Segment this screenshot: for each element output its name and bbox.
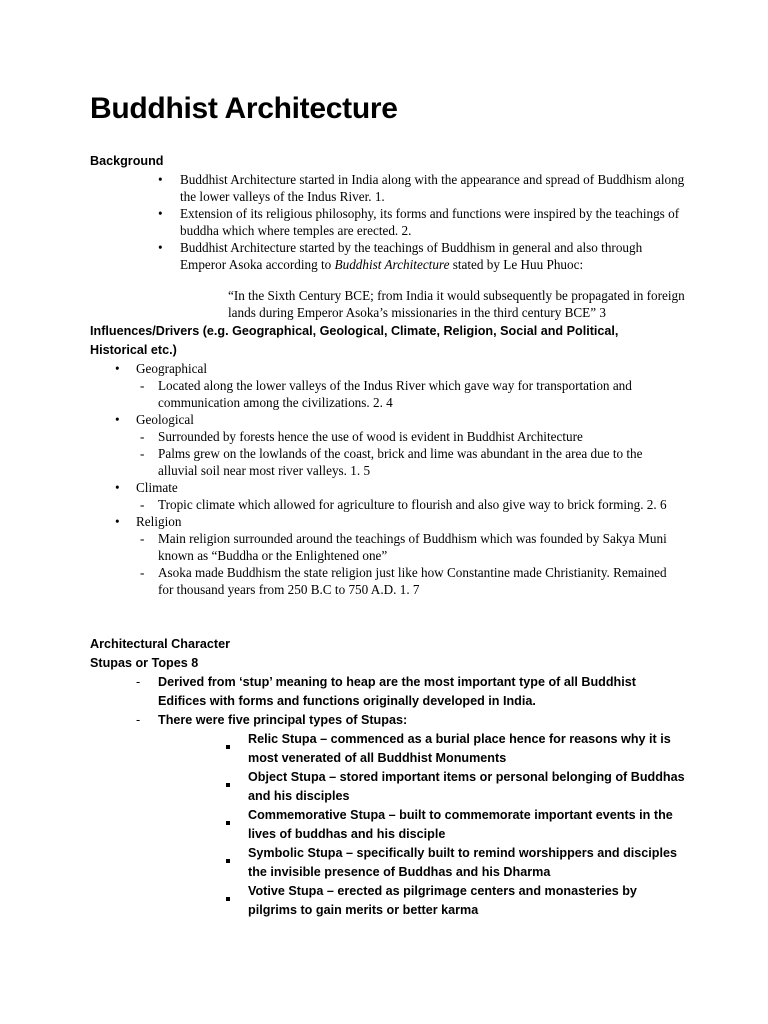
bullet-icon: • xyxy=(115,412,120,427)
list-item-text: Commemorative Stupa – built to commemorate important events in the lives of buddhas and his disciple xyxy=(248,808,673,841)
bullet-icon: • xyxy=(158,240,163,255)
list-item xyxy=(248,882,688,920)
sub-item xyxy=(136,673,658,711)
list-item xyxy=(248,844,688,882)
heading-bold: Influences/Drivers xyxy=(90,324,200,338)
block-quote: “In the Sixth Century BCE; from India it would subsequently be propagated in foreign lands during Emperor Asoka’s missionaries in the third century BCE” 3 xyxy=(228,288,685,320)
category-item xyxy=(115,411,676,428)
bullet-icon: • xyxy=(115,514,120,529)
bullet-icon: • xyxy=(158,206,163,221)
background-list xyxy=(158,171,690,273)
sub-item-text: Derived from ‘stup’ meaning to heap are the most important type of all Buddhist Edifices with forms and functions originally developed in India. xyxy=(158,675,636,708)
heading-rest: (e.g. Geographical, Geological, Climate, Religion, Social and Political, Historical etc.) xyxy=(90,324,619,357)
sub-item xyxy=(136,564,676,598)
list-item-text: Votive Stupa – erected as pilgrimage centers and monasteries by pilgrims to gain merits or better karma xyxy=(248,884,637,917)
bullet-icon: • xyxy=(158,172,163,187)
category-name: Climate xyxy=(136,480,178,495)
category-name: Geographical xyxy=(136,361,208,376)
bullet-icon: • xyxy=(115,480,120,495)
square-bullet-icon xyxy=(226,888,230,907)
dash-icon: - xyxy=(140,446,145,461)
stupa-types-list xyxy=(248,730,688,920)
influences-heading xyxy=(90,322,650,360)
dash-icon: - xyxy=(140,497,145,512)
sub-item-text: Surrounded by forests hence the use of wood is evident in Buddhist Architecture xyxy=(158,429,583,444)
dash-icon: - xyxy=(140,531,145,546)
background-heading: Background xyxy=(90,154,164,168)
list-item xyxy=(158,171,690,205)
sub-item xyxy=(136,377,676,411)
dash-icon: - xyxy=(136,675,141,689)
list-item-text: Buddhist Architecture started in India along with the appearance and spread of Buddhism along the lower valleys of the Indus River. 1. xyxy=(180,172,685,204)
dash-icon: - xyxy=(140,378,145,393)
dash-icon: - xyxy=(140,565,145,580)
list-item-text xyxy=(180,239,690,273)
stupas-subheading: Stupas or Topes 8 xyxy=(90,656,199,670)
sub-item xyxy=(136,711,658,730)
sub-item xyxy=(136,445,676,479)
list-item-text: Object Stupa – stored important items or personal belonging of Buddhas and his disciples xyxy=(248,770,685,803)
influences-list xyxy=(115,360,676,598)
sub-item xyxy=(136,428,676,445)
sub-item-text: Main religion surrounded around the teachings of Buddhism which was founded by Sakya Muni known as “Buddha or the Enlightened one” xyxy=(158,531,667,563)
square-bullet-icon xyxy=(226,736,230,755)
sub-item xyxy=(136,496,676,513)
page-title: Buddhist Architecture xyxy=(90,92,398,125)
list-item xyxy=(248,730,688,768)
square-bullet-icon xyxy=(226,774,230,793)
sub-item-text: There were five principal types of Stupas: xyxy=(158,713,408,727)
category-item xyxy=(115,513,676,530)
cited-title: Buddhist Architecture xyxy=(334,257,450,272)
stupa-points xyxy=(136,673,658,730)
dash-icon: - xyxy=(140,429,145,444)
list-item xyxy=(158,205,690,239)
bullet-icon: • xyxy=(115,361,120,376)
square-bullet-icon xyxy=(226,812,230,831)
list-item xyxy=(158,239,690,273)
sub-item-text: Tropic climate which allowed for agriculture to flourish and also give way to brick forming. 2. 6 xyxy=(158,497,667,512)
list-item-text: Symbolic Stupa – specifically built to remind worshippers and disciples the invisible presence of Buddhas and his Dharma xyxy=(248,846,677,879)
list-item-text: Relic Stupa – commenced as a burial place hence for reasons why it is most venerated of all Buddhist Monuments xyxy=(248,732,671,765)
architectural-heading: Architectural Character xyxy=(90,637,230,651)
category-item xyxy=(115,360,676,377)
dash-icon: - xyxy=(136,713,141,727)
square-bullet-icon xyxy=(226,850,230,869)
list-item-text: Extension of its religious philosophy, its forms and functions were inspired by the teachings of buddha which where temples are erected. 2. xyxy=(180,206,680,238)
sub-item-text: Asoka made Buddhism the state religion just like how Constantine made Christianity. Remained for thousand years from 250 B.C to 750 A.D. 1. 7 xyxy=(158,565,667,597)
category-item xyxy=(115,479,676,496)
category-name: Religion xyxy=(136,514,182,529)
sub-item-text: Located along the lower valleys of the Indus River which gave way for transportation and communication among the civilizations. 2. 4 xyxy=(158,378,632,410)
text-segment: Buddhist Architecture started by the teachings of Buddhism in general and also through Emperor Asoka according to xyxy=(180,240,643,272)
sub-item xyxy=(136,530,676,564)
list-item xyxy=(248,768,688,806)
text-segment: stated by Le Huu Phuoc: xyxy=(449,257,584,272)
list-item xyxy=(248,806,688,844)
category-name: Geological xyxy=(136,412,194,427)
sub-item-text: Palms grew on the lowlands of the coast, brick and lime was abundant in the area due to the alluvial soil near most river valleys. 1. 5 xyxy=(158,446,643,478)
